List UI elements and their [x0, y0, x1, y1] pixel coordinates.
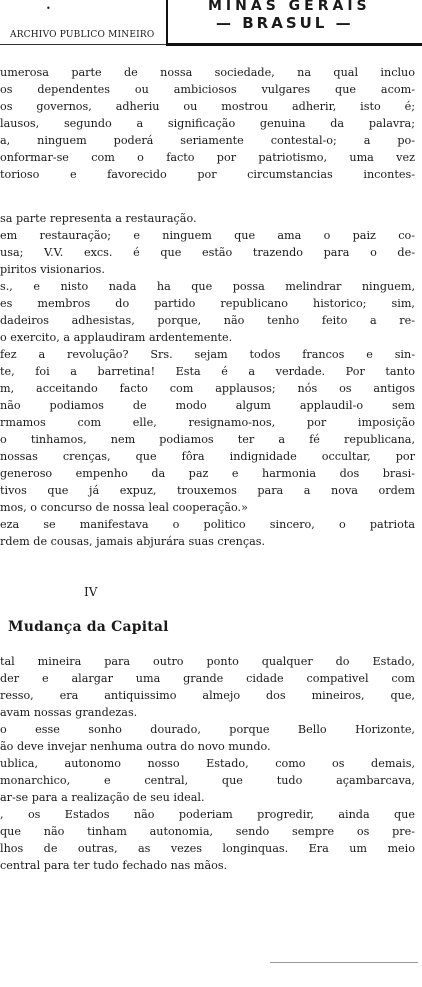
stamp-country-name: — BRASUL — — [216, 14, 354, 32]
footer-rule — [270, 962, 418, 963]
archive-stamp — [166, 0, 422, 46]
text-line: te, foi a barretina! Esta é a verdade. Por tanto — [0, 365, 415, 378]
text-line: nossas crenças, que fôra indignidade occultar, por — [0, 450, 415, 463]
text-line: o esse sonho dourado, porque Bello Horizonte, — [0, 723, 415, 736]
text-line: lausos, segundo a significação genuina da palavra; — [0, 117, 415, 130]
text-line: eza se manifestava o politico sincero, o patriota — [0, 518, 415, 531]
header-rule — [0, 44, 166, 45]
text-line: avam nossas grandezas. — [0, 706, 138, 719]
text-line: sa parte representa a restauração. — [0, 212, 197, 225]
text-line: umerosa parte de nossa sociedade, na qual incluo — [0, 66, 415, 79]
text-line: em restauração; e ninguem que ama o paiz co- — [0, 229, 415, 242]
text-line: , os Estados não poderiam progredir, ainda que — [0, 808, 415, 821]
text-line: o exercito, a applaudiram ardentemente. — [0, 331, 233, 344]
text-line: onformar-se com o facto por patriotismo, uma vez — [0, 151, 415, 164]
text-line: lhos de outras, as vezes longinquas. Era um meio — [0, 842, 415, 855]
text-line: dadeiros adhesistas, porque, não tenho feito a re- — [0, 314, 415, 327]
text-line: tivos que já expuz, trouxemos para a nova ordem — [0, 484, 415, 497]
text-line: ar-se para a realização de seu ideal. — [0, 791, 205, 804]
text-line: piritos visionarios. — [0, 263, 105, 276]
text-line: der e alargar uma grande cidade compativel com — [0, 672, 415, 685]
section-title: Mudança da Capital — [8, 619, 169, 635]
text-line: rdem de cousas, jamais abjurára suas crenças. — [0, 535, 266, 548]
text-line: ão deve invejar nenhuma outra do novo mundo. — [0, 740, 271, 753]
text-line: mos, o concurso de nossa leal cooperação.» — [0, 501, 248, 514]
text-line: o tinhamos, nem podiamos ter a fé republicana, — [0, 433, 415, 446]
text-line: torioso e favorecido por circumstancias incontes- — [0, 168, 415, 181]
archive-header: ARCHIVO PUBLICO MINEIRO — [10, 30, 155, 40]
text-line: generoso empenho da paz e harmonia dos brasi- — [0, 467, 415, 480]
text-line: rmamos com elle, resignamo-nos, por imposição — [0, 416, 415, 429]
text-line: os dependentes ou ambiciosos vulgares que acom- — [0, 83, 415, 96]
text-line: monarchico, e central, que tudo açambarcava, — [0, 774, 415, 787]
text-line: a, ninguem poderá seriamente contestal-o; a po- — [0, 134, 415, 147]
text-line: m, acceitando facto com applausos; nós os antigos — [0, 382, 415, 395]
text-line: os governos, adheriu ou mostrou adherir, isto é; — [0, 100, 415, 113]
text-line: fez a revolução? Srs. sejam todos francos e sin- — [0, 348, 415, 361]
text-line: usa; V.V. excs. é que estão trazendo para o de- — [0, 246, 415, 259]
stamp-state-name: MINAS GERAIS — [208, 0, 371, 14]
text-line: que não tinham autonomia, sendo sempre os pre- — [0, 825, 415, 838]
text-line: tal mineira para outro ponto qualquer do Estado, — [0, 655, 415, 668]
text-line: s., e nisto nada ha que possa melindrar ninguem, — [0, 280, 415, 293]
text-line: ublica, autonomo nosso Estado, como os demais, — [0, 757, 415, 770]
text-line: central para ter tudo fechado nas mãos. — [0, 859, 228, 872]
decorative-dot: • — [46, 4, 51, 13]
text-line: não podiamos de modo algum applaudil-o sem — [0, 399, 415, 412]
text-line: resso, era antiquissimo almejo dos mineiros, que, — [0, 689, 415, 702]
section-numeral: IV — [84, 585, 98, 599]
text-line: es membros do partido republicano historico; sim, — [0, 297, 415, 310]
